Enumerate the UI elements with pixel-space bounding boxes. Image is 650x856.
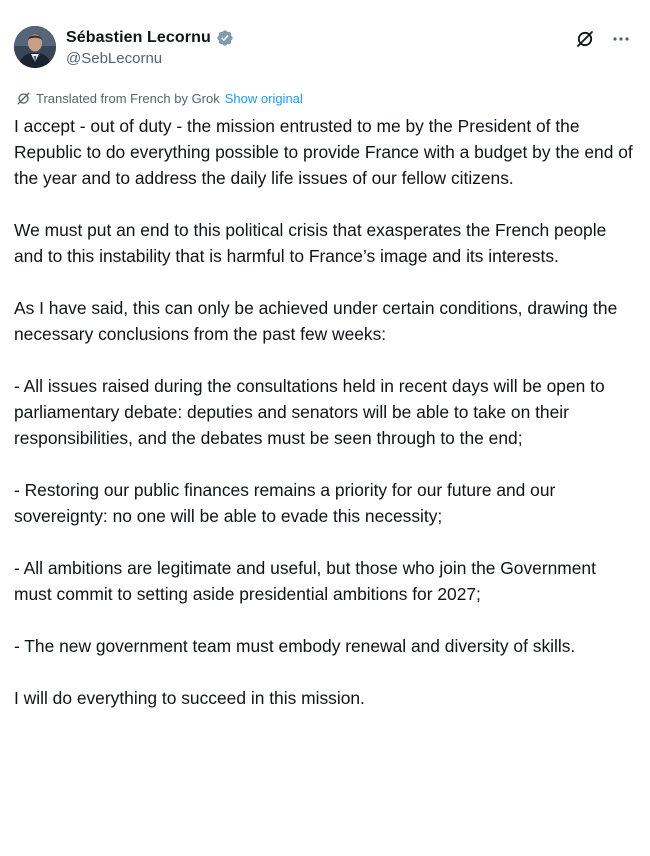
tweet-paragraph: I accept - out of duty - the mission entrusted to me by the President of the Republic to do everything possible to provide France with a budget by the end of the year and to address the daily life issues of our fellow citizens. [14,116,633,188]
avatar[interactable] [14,26,56,68]
translation-notice [16,89,303,107]
show-original-link[interactable]: Show original [224,90,303,106]
tweet-paragraph: As I have said, this can only be achieved under certain conditions, drawing the necessary conclusions from the past few weeks: [14,298,618,344]
display-name[interactable]: Sébastien Lecornu [66,29,211,46]
verified-badge-icon [216,29,234,47]
more-horizontal-icon[interactable] [610,28,632,50]
avatar-image [14,26,56,68]
tweet-header [14,26,634,72]
translation-notice-text: Translated from French by Grok [36,90,220,106]
tweet-paragraph: - Restoring our public finances remains a priority for our future and our sovereignty: no one will be able to evade this necessity; [14,480,556,526]
grok-icon[interactable] [574,28,596,50]
author-names [66,27,234,67]
tweet-paragraph: - All ambitions are legitimate and useful, but those who join the Government must commit to setting aside presidential ambitions for 2027; [14,558,596,604]
tweet-paragraph: I will do everything to succeed in this mission. [14,688,365,708]
author-handle[interactable]: @SebLecornu [66,50,163,67]
name-row [66,27,234,49]
tweet-body [14,113,636,711]
tweet-paragraph: We must put an end to this political crisis that exasperates the French people and to this instability that is harmful to France’s image and its interests. [14,220,607,266]
tweet-paragraph: - All issues raised during the consultations held in recent days will be open to parliamentary debate: deputies and senators will be able to take on their responsibilities, and the debates must be seen through to the end; [14,376,605,448]
grok-icon [16,91,31,106]
header-actions [574,28,632,50]
tweet-paragraph: - The new government team must embody renewal and diversity of skills. [14,636,576,656]
